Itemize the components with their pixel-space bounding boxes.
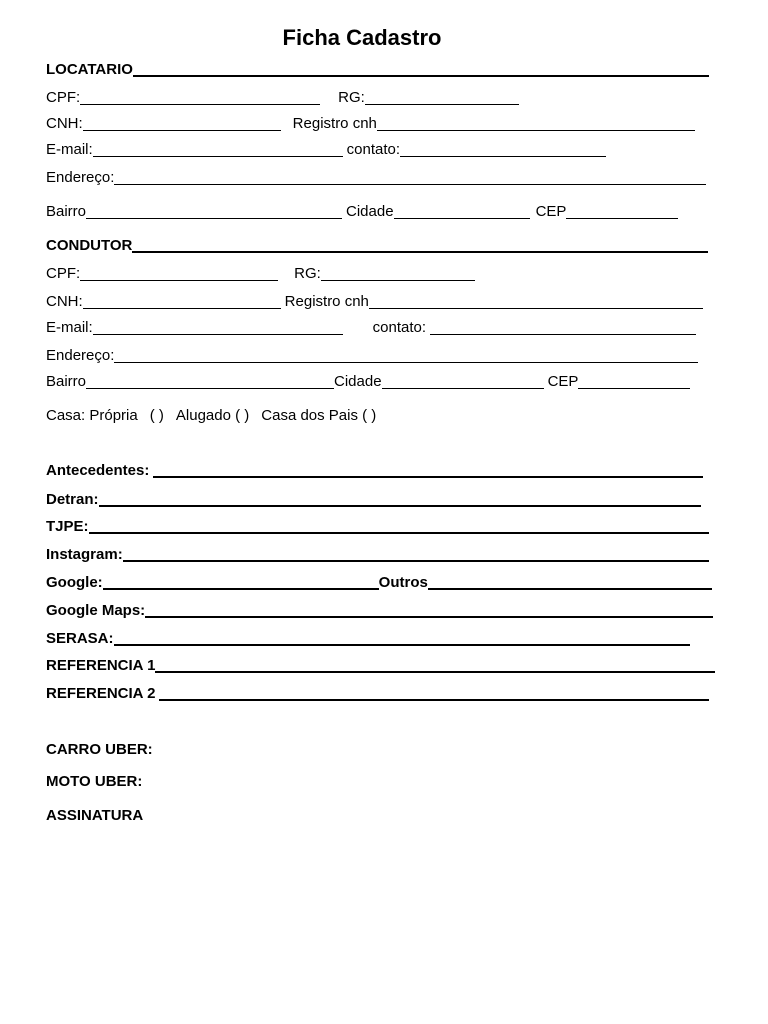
outros-field[interactable] xyxy=(428,588,712,590)
google-maps-field[interactable] xyxy=(145,616,713,618)
condutor-cpf-row xyxy=(46,264,475,284)
locatario-cnh-row xyxy=(46,114,695,134)
referencia2-field[interactable] xyxy=(159,699,709,701)
locatario-cnh-field[interactable] xyxy=(83,130,281,131)
instagram-row xyxy=(46,545,709,565)
condutor-contato-field[interactable] xyxy=(430,334,696,335)
referencia1-row xyxy=(46,656,715,676)
locatario-email-field[interactable] xyxy=(93,156,343,157)
referencia2-label: REFERENCIA 2 xyxy=(46,685,156,702)
locatario-registro-cnh-label: Registro cnh xyxy=(292,115,377,132)
assinatura-row xyxy=(46,806,143,826)
moto-uber-row xyxy=(46,772,142,792)
condutor-cidade-label: Cidade xyxy=(334,373,382,390)
condutor-endereco-row xyxy=(46,346,698,366)
assinatura-label: ASSINATURA xyxy=(46,807,144,824)
condutor-cnh-label: CNH: xyxy=(46,293,83,310)
detran-row xyxy=(46,490,701,510)
locatario-cnh-label: CNH: xyxy=(46,115,83,132)
locatario-bairro-row xyxy=(46,202,678,222)
locatario-email-row xyxy=(46,140,606,160)
serasa-label: SERASA: xyxy=(46,630,114,647)
condutor-cidade-field[interactable] xyxy=(382,388,544,389)
antecedentes-field[interactable] xyxy=(153,476,703,478)
condutor-rg-field[interactable] xyxy=(321,280,475,281)
locatario-cpf-row xyxy=(46,88,519,108)
detran-label: Detran: xyxy=(46,491,99,508)
condutor-row xyxy=(46,236,708,256)
locatario-registro-cnh-field[interactable] xyxy=(377,130,695,131)
locatario-cidade-label: Cidade xyxy=(346,203,394,220)
condutor-email-field[interactable] xyxy=(93,334,343,335)
condutor-cpf-field[interactable] xyxy=(80,280,278,281)
casa-alugado-checkbox[interactable]: Alugado ( ) xyxy=(175,407,250,424)
google-field[interactable] xyxy=(103,588,379,590)
locatario-cpf-field[interactable] xyxy=(80,104,320,105)
locatario-cpf-label: CPF: xyxy=(46,89,81,106)
condutor-email-row xyxy=(46,318,696,338)
serasa-field[interactable] xyxy=(114,644,690,646)
moto-uber-label: MOTO UBER: xyxy=(46,773,143,790)
condutor-rg-label: RG: xyxy=(294,265,321,282)
condutor-endereco-field[interactable] xyxy=(114,362,698,363)
condutor-endereco-label: Endereço: xyxy=(46,347,115,364)
locatario-cep-label: CEP xyxy=(535,203,567,220)
locatario-bairro-field[interactable] xyxy=(86,218,342,219)
locatario-email-label: E-mail: xyxy=(46,141,93,158)
locatario-rg-label: RG: xyxy=(338,89,365,106)
tjpe-label: TJPE: xyxy=(46,518,89,535)
instagram-field[interactable] xyxy=(123,560,709,562)
locatario-row xyxy=(46,60,709,80)
locatario-bairro-label: Bairro xyxy=(46,203,87,220)
carro-uber-row xyxy=(46,740,153,760)
condutor-bairro-field[interactable] xyxy=(86,388,334,389)
detran-field[interactable] xyxy=(99,505,701,507)
condutor-cnh-field[interactable] xyxy=(83,308,281,309)
tjpe-field[interactable] xyxy=(89,532,709,534)
google-label: Google: xyxy=(46,574,103,591)
condutor-registro-cnh-label: Registro cnh xyxy=(284,293,369,310)
casa-row xyxy=(46,406,376,426)
google-row xyxy=(46,573,712,593)
locatario-endereco-row xyxy=(46,168,706,188)
casa-propria-checkbox[interactable]: ( ) xyxy=(149,407,164,424)
condutor-line[interactable] xyxy=(132,251,708,253)
antecedentes-label: Antecedentes: xyxy=(46,462,150,479)
condutor-cep-field[interactable] xyxy=(578,388,690,389)
instagram-label: Instagram: xyxy=(46,546,123,563)
condutor-cpf-label: CPF: xyxy=(46,265,81,282)
casa-dos-pais-checkbox[interactable]: Casa dos Pais ( ) xyxy=(261,407,377,424)
locatario-contato-field[interactable] xyxy=(400,156,606,157)
condutor-bairro-row xyxy=(46,372,690,392)
locatario-endereco-field[interactable] xyxy=(114,184,706,185)
antecedentes-row xyxy=(46,461,703,481)
referencia1-field[interactable] xyxy=(155,671,715,673)
tjpe-row xyxy=(46,517,709,537)
referencia1-label: REFERENCIA 1 xyxy=(46,657,156,674)
locatario-contato-label: contato: xyxy=(346,141,401,158)
locatario-endereco-label: Endereço: xyxy=(46,169,115,186)
carro-uber-label: CARRO UBER: xyxy=(46,741,153,758)
google-maps-label: Google Maps: xyxy=(46,602,146,619)
outros-label: Outros xyxy=(378,574,428,591)
condutor-bairro-label: Bairro xyxy=(46,373,87,390)
form-title: Ficha Cadastro xyxy=(282,25,442,50)
serasa-row xyxy=(46,629,690,649)
condutor-registro-cnh-field[interactable] xyxy=(369,308,703,309)
google-maps-row xyxy=(46,601,713,621)
condutor-cep-label: CEP xyxy=(547,373,579,390)
referencia2-row xyxy=(46,684,709,704)
locatario-heading: LOCATARIO xyxy=(46,61,133,78)
locatario-cep-field[interactable] xyxy=(566,218,678,219)
locatario-cidade-field[interactable] xyxy=(394,218,530,219)
condutor-email-label: E-mail: xyxy=(46,319,93,336)
condutor-contato-label: contato: xyxy=(372,319,427,336)
condutor-heading: CONDUTOR xyxy=(46,237,133,254)
locatario-line[interactable] xyxy=(133,75,709,77)
casa-label: Casa: Própria xyxy=(46,407,138,424)
locatario-rg-field[interactable] xyxy=(365,104,519,105)
condutor-cnh-row xyxy=(46,292,703,312)
